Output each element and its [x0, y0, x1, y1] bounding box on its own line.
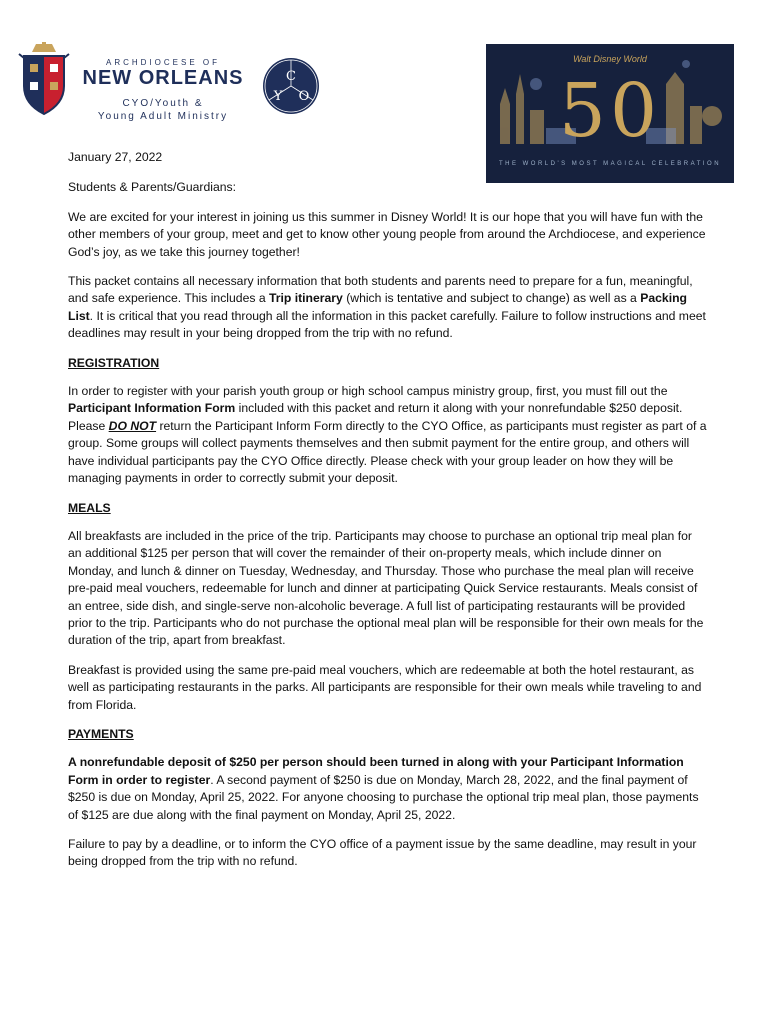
org-subtitle-line-1: CYO/Youth & [122, 98, 204, 109]
banner-tagline: THE WORLD'S MOST MAGICAL CELEBRATION [498, 161, 722, 167]
org-top-line: ARCHDIOCESE OF [105, 58, 220, 67]
packing-list-bold: Packing List [68, 291, 687, 323]
meals-paragraph-1: All breakfasts are included in the price of the trip. Participants may choose to purchase an optional trip meal plan for an additional $125 per person that will cover the remainder of their on-property meals, which include dinner on Monday, and lunch & dinner on Tuesday, Wednesday, and Thursday. Those who purchase the meal plan will receive pre-paid meal vouchers, redeemable for lunch and dinner at participating Quick Service restaurants. Meals consist of an entree, side dish, and single-serve non-alcoholic beverage. A full list of participating restaurants will be provided prior to the trip. Participants who do not purchase the optional meal plan will be responsible for their own meals for the duration of the trip, apart from breakfast. [68, 528, 704, 648]
salutation: Students & Parents/Guardians: [68, 180, 237, 195]
banner-fifty-number: 50 [558, 68, 662, 154]
cyo-letter-y: Y [273, 89, 283, 104]
registration-paragraph [68, 383, 708, 487]
payments-text-1: . A second payment of $250 is due on Monday, March 28, 2022, and the final payment of $250 is due on Monday, April 25, 2022. For anyone choosing to purchase the optional trip meal plan, those payments of $125 are due along with the final payment on Monday, April 25, 2022. [68, 772, 699, 822]
organization-name-block [68, 58, 258, 123]
payments-paragraph-1 [68, 754, 708, 824]
banner-brand-text: Walt Disney World [573, 54, 647, 64]
packet-text-1: This packet contains all necessary information that both students and parents need to prepare for a fun, meaningful, and safe experience. This includes a [68, 274, 693, 306]
org-subtitle-line-2: Young Adult Ministry [97, 111, 229, 122]
meals-heading: MEALS [68, 500, 111, 515]
packet-text-3: . It is critical that you read through all the information in this packet carefully. Failure to follow instructions and meet deadlines may result in your being dropped from the trip with no refund. [68, 308, 706, 341]
participant-form-bold: Participant Information Form [68, 401, 236, 416]
packet-text-2: (which is tentative and subject to change) as well as a [342, 291, 641, 306]
packet-paragraph [68, 273, 708, 343]
meals-paragraph-2: Breakfast is provided using the same pre-paid meal vouchers, which are redeemable at both the hotel restaurant, as well as participating restaurants in the parks. All participants are responsible for their own meals while traveling to and from Florida. [68, 662, 702, 712]
payments-heading: PAYMENTS [68, 726, 134, 741]
trip-itinerary-bold: Trip itinerary [269, 291, 343, 306]
org-name: NEW ORLEANS [82, 67, 244, 89]
cyo-logo [261, 56, 321, 116]
do-not-emphasis: DO NOT [108, 418, 157, 433]
letter-body [68, 149, 708, 883]
registration-text-3: return the Participant Inform Form directly to the CYO Office, as participants must register as part of a group. Some groups will collect payments themselves and then submit payment for the entire group, and others will have individual participants pay the CYO Office directly. Please check with your group leader on how they will be managing payments in order to correctly submit your deposit. [68, 418, 707, 486]
payments-paragraph-2: Failure to pay by a deadline, or to inform the CYO office of a payment issue by the same deadline, may result in your being dropped from the trip with no refund. [68, 837, 697, 869]
cyo-letter-c: C [286, 69, 296, 84]
registration-text-1: In order to register with your parish youth group or high school campus ministry group, first, you must fill out the [68, 384, 668, 399]
archdiocese-crest-logo [18, 42, 70, 116]
deposit-bold: A nonrefundable deposit of $250 per person should been turned in along with your Participant Information Form in order to register [68, 755, 684, 787]
cyo-letter-o: O [298, 89, 310, 104]
intro-paragraph: We are excited for your interest in joining us this summer in Disney World! It is our hope that you will have fun with the other members of your group, meet and get to know other young people from around the Archdiocese, and experience God’s joy, as we take this journey together! [68, 209, 706, 259]
registration-text-2: included with this packet and return it along with your nonrefundable $250 deposit. Please [68, 401, 683, 433]
letter-date: January 27, 2022 [68, 150, 163, 164]
registration-heading: REGISTRATION [68, 355, 160, 370]
